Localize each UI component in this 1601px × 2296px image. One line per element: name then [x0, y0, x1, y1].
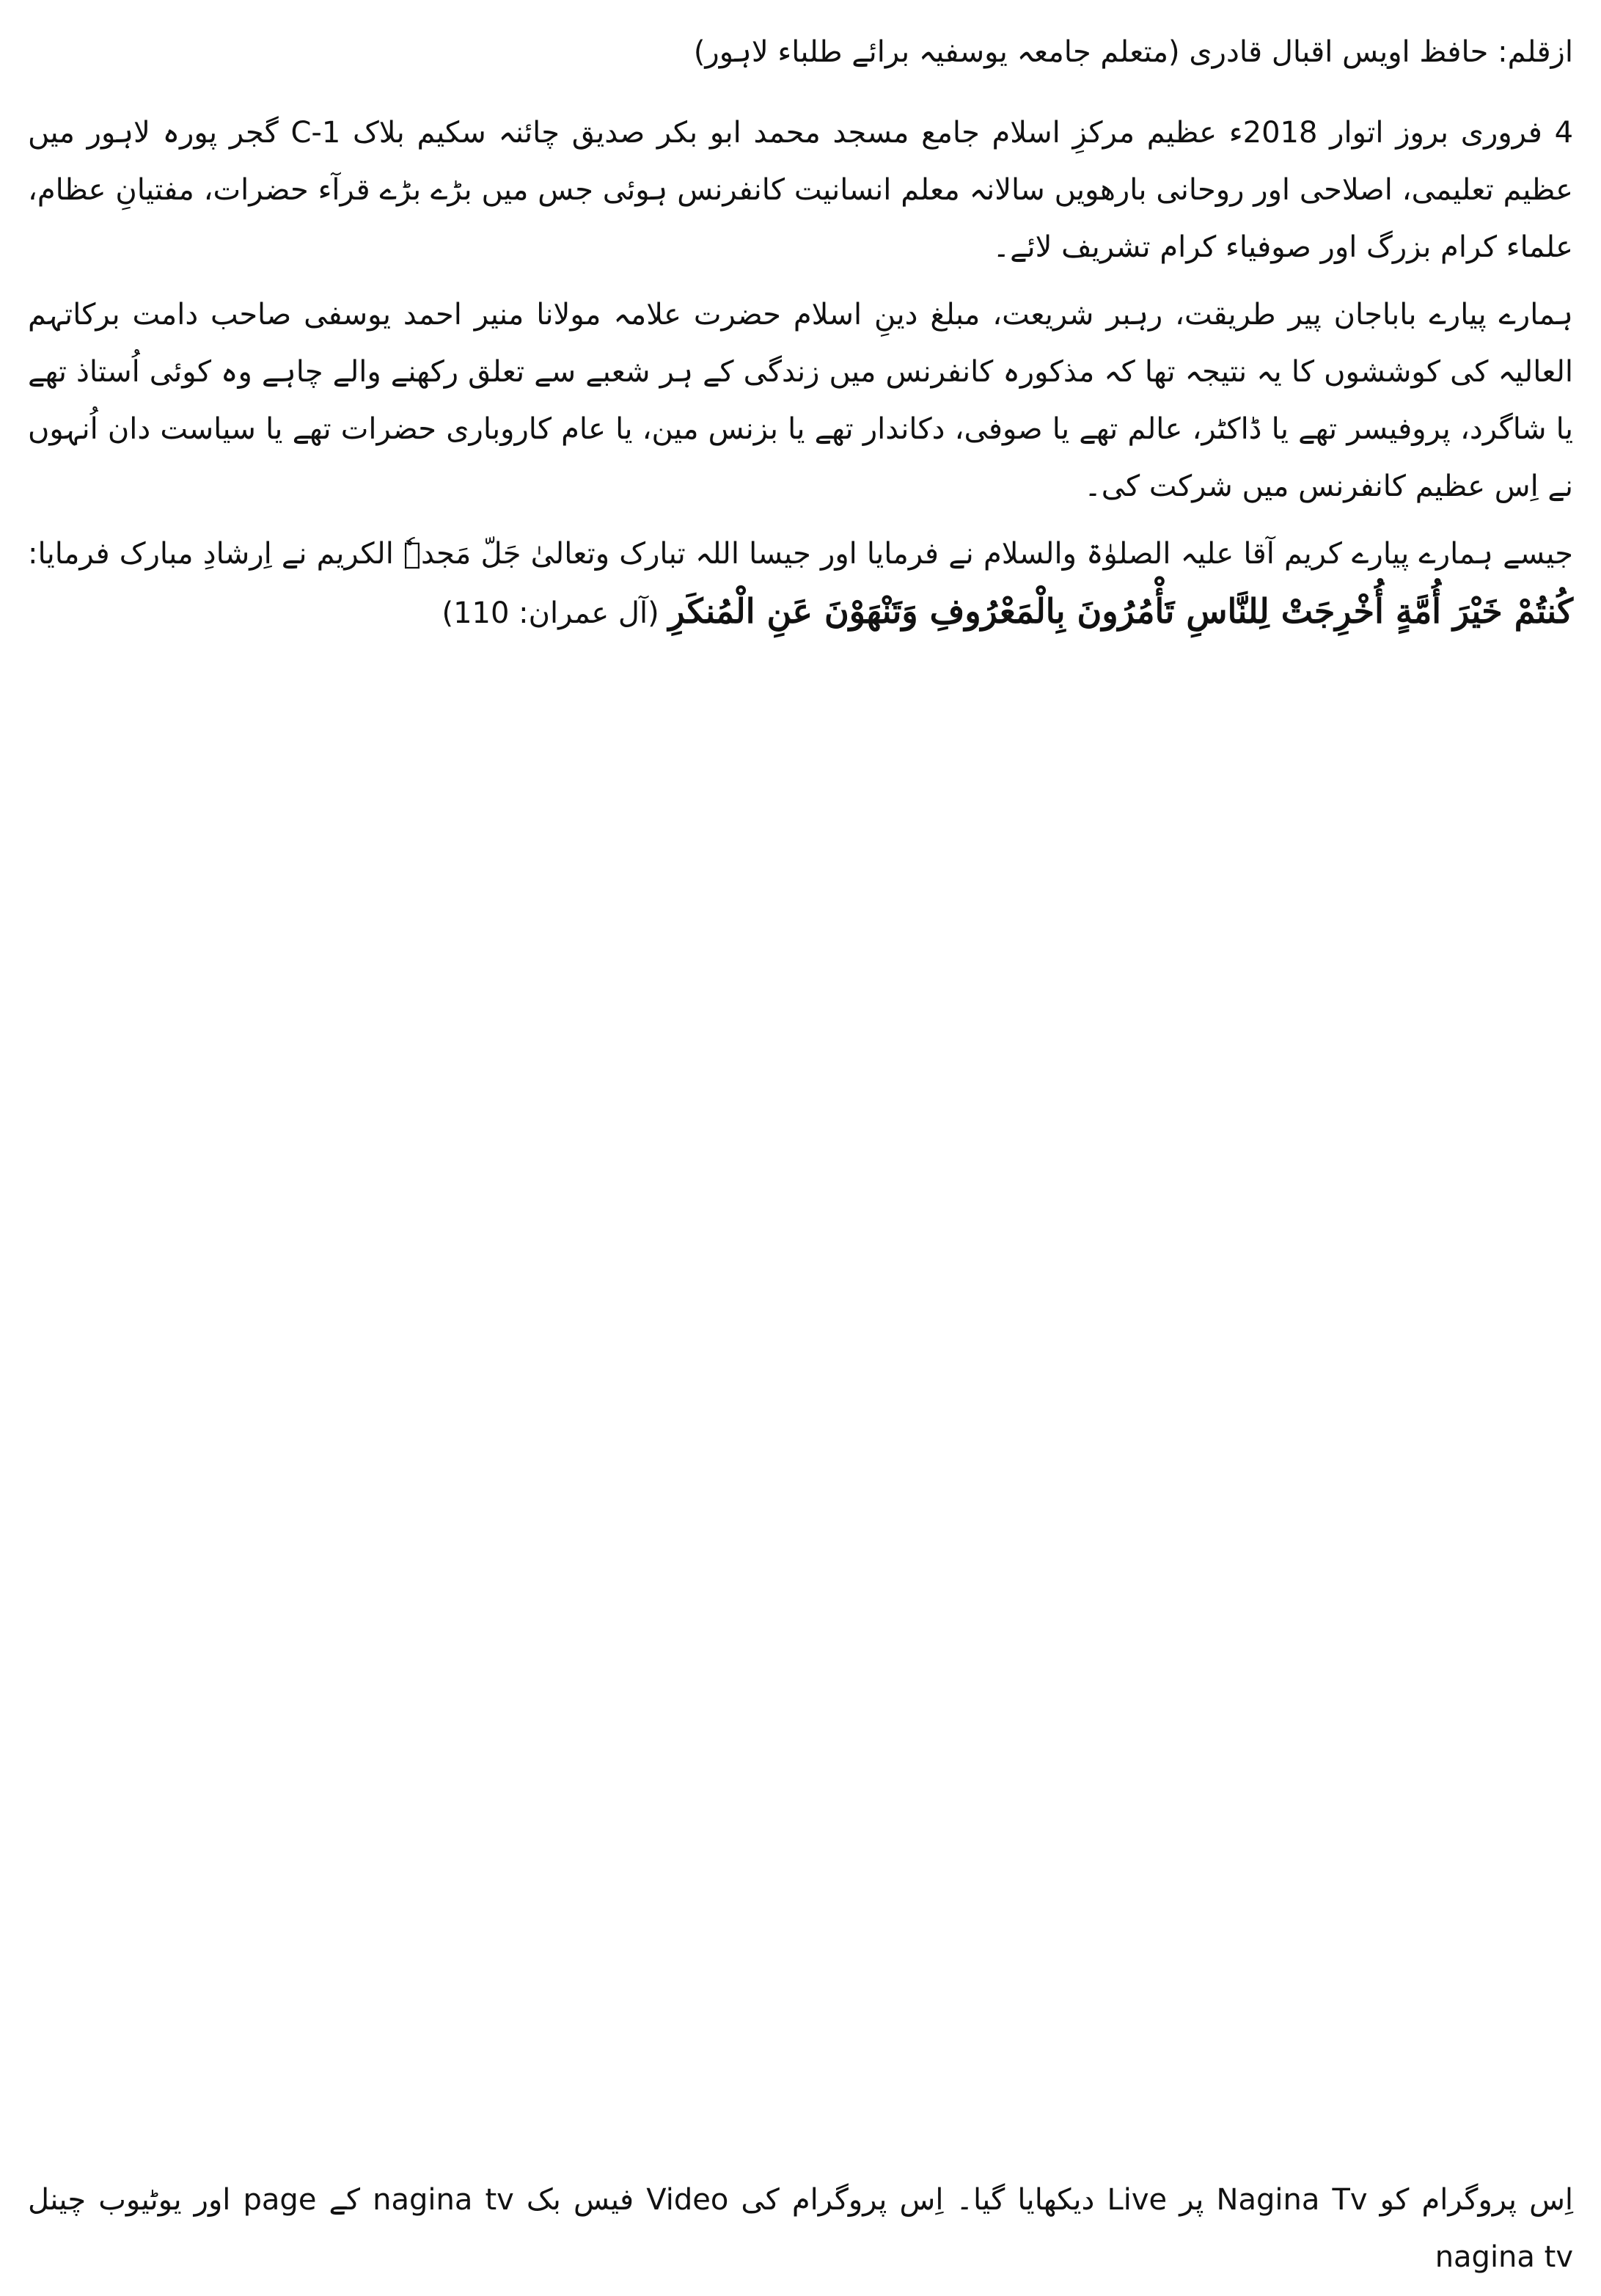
byline: ازقلم: حافظ اویس اقبال قادری (متعلم جامعہ یوسفیہ برائے طلباء لاہور) [693, 35, 1573, 69]
quran-verse: كُنتُمْ خَيْرَ أُمَّةٍ أُخْرِجَتْ لِلنَّاسِ تَأْمُرُونَ بِالْمَعْرُوفِ وَتَنْهَوْنَ عَنِ الْمُنكَرِ [668, 591, 1573, 631]
paragraph-attendees: ہمارے پیارے باباجان پیر طریقت، رہبر شریعت، مبلغ دینِ اسلام حضرت علامہ مولانا منیر احمد یوسفی صاحب دامت برکاتہم العالیہ کی کوششوں کا یہ نتیجہ تھا کہ مذکورہ کانفرنس میں زندگی کے ہر شعبے سے تعلق رکھنے والے چاہے وہ کوئی اُستاذ تھے یا شاگرد، پروفیسر تھے یا ڈاکٹر، عالم تھے یا صوفی، دکاندار تھے یا بزنس مین، یا عام کاروباری حضرات تھے یا سیاست دان اُنہوں نے اِس عظیم کانفرنس میں شرکت کی۔ [28, 298, 1573, 503]
paragraph-conference-intro: 4 فروری بروز اتوار 2018ء عظیم مرکزِ اسلام جامع مسجد محمد ابو بکر صدیق چائنہ سکیم بلاک C-1 گجر پورہ لاہور میں عظیم تعلیمی، اصلاحی اور روحانی بارھویں سالانہ معلم انسانیت کانفرنس ہوئی جس میں بڑے بڑے قرآء حضرات، مفتیانِ عظام، علماء کرام بزرگ اور صوفیاء کرام تشریف لائے۔ [28, 116, 1574, 264]
verse-reference: (آل عمران: 110) [442, 596, 659, 630]
closing-note: اِس پروگرام کو Nagina Tv پر Live دیکھایا گیا۔ اِس پروگرام کی Video فیس بک nagina tv کے page اور یوٹیوب چینل nagina tv [28, 2183, 1574, 2274]
verse-intro: جیسے ہمارے پیارے کریم آقا علیہ الصلوٰۃ والسلام نے فرمایا اور جیسا اللہ تبارک وتعالیٰ جَلّ مَجدہٗ الکریم نے اِرشادِ مبارک فرمایا: [28, 537, 1573, 571]
paragraph-quran-verse [28, 525, 1573, 642]
